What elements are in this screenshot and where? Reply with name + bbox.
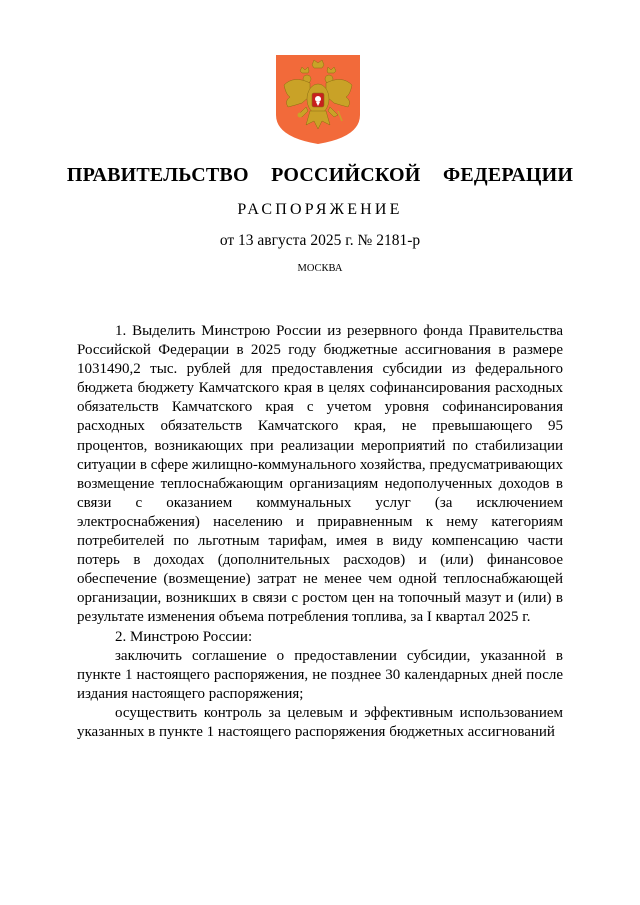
paragraph-2: 2. Минстрою России:	[115, 628, 253, 645]
paragraph-4: осуществить контроль за целевым и эффективным использованием указанных в пункте 1 настоящего распоряжения бюджетных ассигнований	[77, 704, 563, 740]
coat-of-arms-icon	[276, 55, 360, 144]
document-kind: РАСПОРЯЖЕНИЕ	[237, 201, 403, 218]
paragraph-1: 1. Выделить Минстрою России из резервного фонда Правительства Российской Федерации в 2025 году бюджетные ассигнования в размере 1031490,2 тыс. рублей для предоставления субсидии из федерального бюджета бюджету Камчатского края в целях софинансирования расходных обязательств Камчатского края с учетом уровня софинансирования расходных обязательств Камчатского края, не превышающего 95 процентов, возникающих при реализации мероприятий по стабилизации ситуации в сфере жилищно-коммунального хозяйства, предусматривающих возмещение теплоснабжающим организациям недополученных доходов в связи с оказанием коммунальных услуг (за исключением электроснабжения) населению и приравненным к нему категориям потребителей по льготным тарифам, имея в виду компенсацию части потерь в доходах (дополнительных расходов) и (или) финансовое обеспечение (возмещение) затрат не менее чем одной теплоснабжающей организации, возникших в связи с ростом цен на топочный мазут и (или) в результате изменения объема потребления топлива, за I квартал 2025 г.	[77, 323, 563, 626]
government-title: ПРАВИТЕЛЬСТВО РОССИЙСКОЙ ФЕДЕРАЦИИ	[66, 164, 574, 186]
document-body	[77, 322, 563, 742]
document-date-number: от 13 августа 2025 г. № 2181-р	[219, 232, 421, 249]
document-city: МОСКВА	[297, 263, 343, 274]
paragraph-3: заключить соглашение о предоставлении субсидии, указанной в пункте 1 настоящего распоряжения, не позднее 30 календарных дней после издания настоящего распоряжения;	[77, 647, 563, 702]
